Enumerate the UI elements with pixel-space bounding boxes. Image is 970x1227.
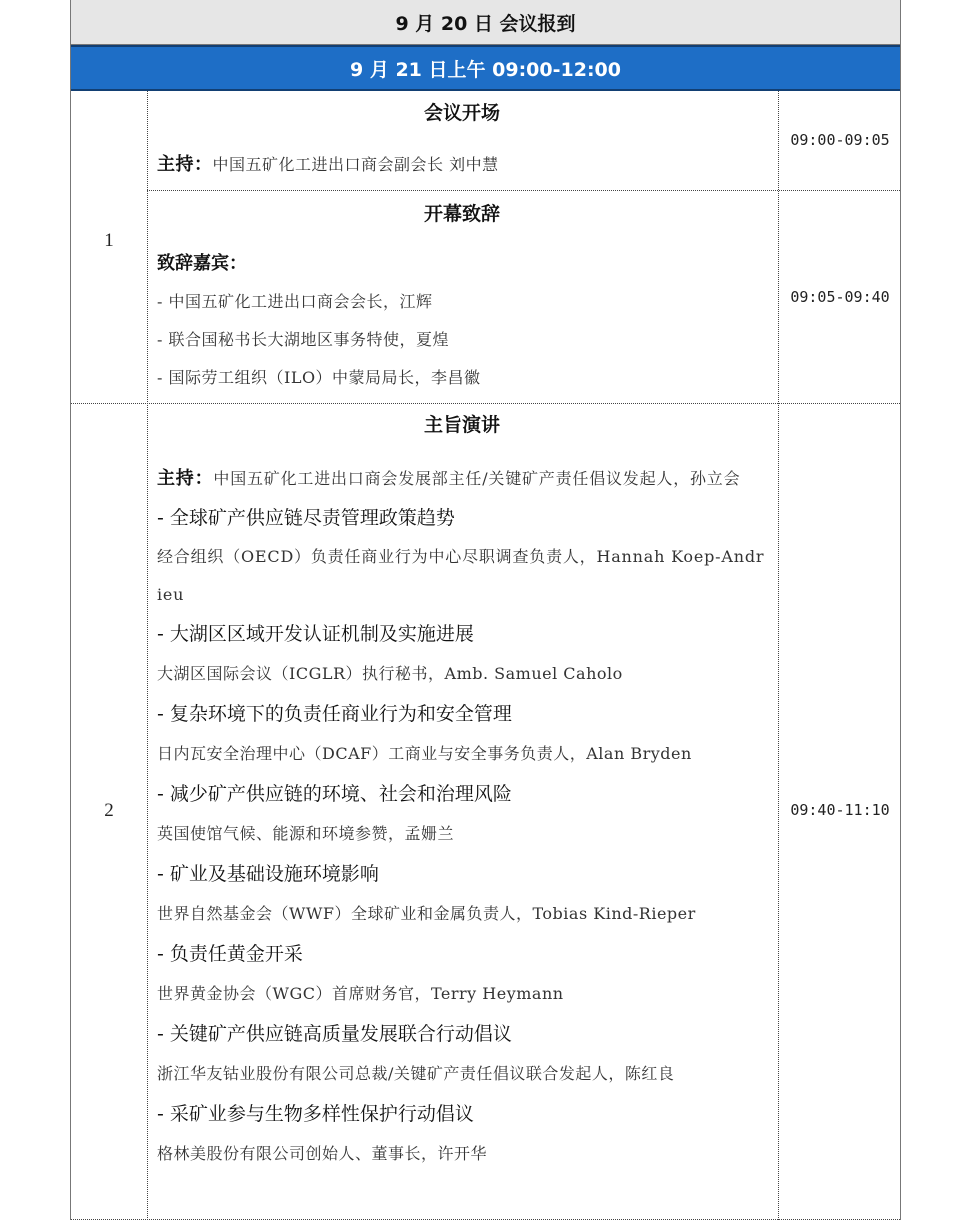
talk-speaker: 世界黄金协会（WGC）首席财务官，Terry Heymann xyxy=(157,984,564,1003)
table-bottom-border xyxy=(71,1219,900,1220)
talk-speaker: 世界自然基金会（WWF）全球矿业和金属负责人，Tobias Kind-Rieper xyxy=(157,904,696,923)
talk-topic: - 关键矿产供应链高质量发展联合行动倡议 xyxy=(157,1023,512,1045)
talk-speaker: 经合组织（OECD）负责任商业行为中心尽职调查负责人，Hannah Koep-Andrieu xyxy=(157,547,765,604)
guest-item: - 中国五矿化工进出口商会会长，江辉 xyxy=(157,292,433,311)
talk-item xyxy=(157,854,767,934)
welcome-title: 开幕致辞 xyxy=(423,203,500,225)
row-number-1: 1 xyxy=(104,230,114,251)
row-number-2: 2 xyxy=(104,800,114,821)
guest-item: - 国际劳工组织（ILO）中蒙局局长，李昌徽 xyxy=(157,368,481,387)
talk-speaker: 浙江华友钴业股份有限公司总裁/关键矿产责任倡议联合发起人，陈红良 xyxy=(157,1064,675,1083)
host-label: 主持： xyxy=(157,154,213,175)
guest-item: - 联合国秘书长大湖地区事务特使，夏煌 xyxy=(157,330,449,349)
opening-title: 会议开场 xyxy=(423,102,500,124)
talk-speaker: 日内瓦安全治理中心（DCAF）工商业与安全事务负责人，Alan Bryden xyxy=(157,744,692,763)
keynote-host xyxy=(157,460,767,498)
col-divider-number xyxy=(147,91,148,1220)
host-label: 主持： xyxy=(157,468,214,489)
talk-speaker: 大湖区国际会议（ICGLR）执行秘书，Amb. Samuel Caholo xyxy=(157,664,623,683)
keynote-title: 主旨演讲 xyxy=(423,414,500,436)
time-welcome: 09:05-09:40 xyxy=(790,288,890,306)
agenda-table xyxy=(70,0,901,1220)
welcome-block xyxy=(157,199,767,401)
col-divider-time xyxy=(778,91,779,1220)
talk-item xyxy=(157,1094,767,1174)
talk-item xyxy=(157,774,767,854)
talk-topic: - 负责任黄金开采 xyxy=(157,943,303,965)
keynote-block xyxy=(157,410,767,1174)
host-text: 中国五矿化工进出口商会发展部主任/关键矿产责任倡议发起人，孙立会 xyxy=(213,469,741,488)
talk-topic: - 大湖区区域开发认证机制及实施进展 xyxy=(157,623,474,645)
talk-item xyxy=(157,694,767,774)
talk-topic: - 减少矿产供应链的环境、社会和治理风险 xyxy=(157,783,512,805)
talk-item xyxy=(157,614,767,694)
talk-item xyxy=(157,498,767,614)
talk-item xyxy=(157,1014,767,1094)
time-keynote: 09:40-11:10 xyxy=(790,801,890,819)
row-divider-1-2 xyxy=(71,403,900,404)
talk-item xyxy=(157,934,767,1014)
talk-topic: - 采矿业参与生物多样性保护行动倡议 xyxy=(157,1103,474,1125)
talk-topic: - 矿业及基础设施环境影响 xyxy=(157,863,379,885)
row-divider-1a-1b xyxy=(147,190,900,191)
talk-speaker: 格林美股份有限公司创始人、董事长，许开华 xyxy=(157,1144,488,1163)
opening-block xyxy=(157,98,767,176)
talk-speaker: 英国使馆气候、能源和环境参赞，孟姗兰 xyxy=(157,824,455,843)
guests-label: 致辞嘉宾： xyxy=(157,253,247,274)
host-text: 中国五矿化工进出口商会副会长 刘中慧 xyxy=(212,155,499,174)
day2-header: 9 月 21 日上午 09:00-12:00 xyxy=(71,45,900,91)
time-opening: 09:00-09:05 xyxy=(790,131,890,149)
opening-host xyxy=(157,138,767,176)
talk-topic: - 复杂环境下的负责任商业行为和安全管理 xyxy=(157,703,512,725)
day1-header: 9 月 20 日 会议报到 xyxy=(71,0,900,45)
talk-topic: - 全球矿产供应链尽责管理政策趋势 xyxy=(157,507,455,529)
